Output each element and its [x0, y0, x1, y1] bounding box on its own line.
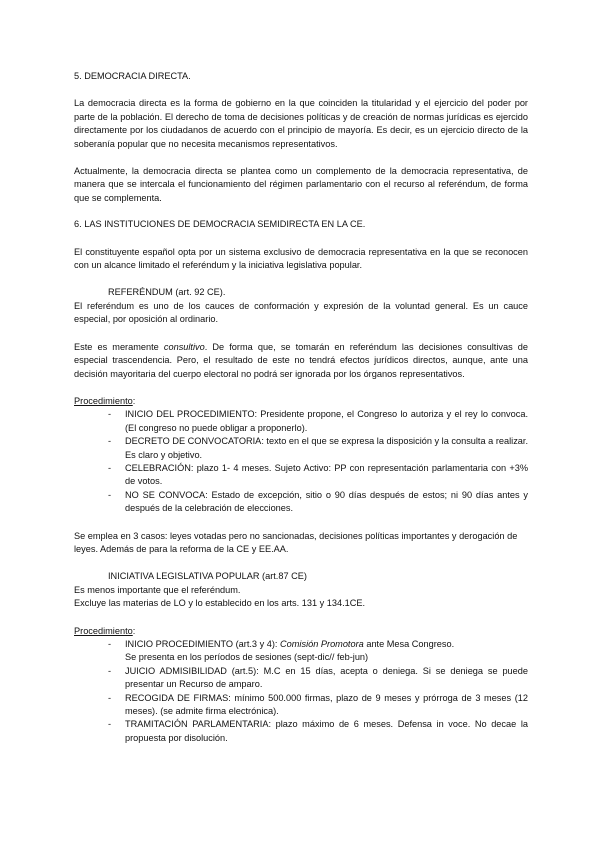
ilp-item-1-after: ante Mesa Congreso.: [363, 639, 455, 649]
referendum-procedure-word: Procedimiento: [74, 395, 133, 406]
consultivo-emphasis: consultivo: [163, 341, 205, 352]
ilp-item-1-line-2: Se presenta en los períodos de sesiones (sept-dic// feb-jun): [125, 652, 369, 663]
referendum-definition: El referéndum es uno de los cauces de conformación y expresión de la voluntad general. Es un cauce especial, por oposición al ordinario.: [74, 300, 528, 325]
referendum-text-after: . De forma que, se tomarán en referéndum las decisiones consultivas de especial trascendencia. Pero, el resultado de este no tendrá efectos jurídicos directos, aunque, ante una decisión mayoritaria del cuerpo electoral no podrá ser ignorada por los órganos representativos.: [74, 341, 528, 379]
list-item: - RECOGIDA DE FIRMAS: mínimo 500.000 firmas, plazo de 9 meses y prórroga de 3 meses (12 meses). (se admite firma electrónica).: [108, 692, 528, 719]
referendum-uses: Se emplea en 3 casos: leyes votadas pero no sancionadas, decisiones políticas importantes y derogación de leyes. Además de para la reforma de la CE y EE.AA.: [74, 530, 518, 554]
list-item: - NO SE CONVOCA: Estado de excepción, sitio o 90 días después de estos; ni 90 días antes y después de la celebración de elecciones.: [108, 489, 528, 516]
ilp-line-2: Excluye las materias de LO y lo establecido en los arts. 131 y 134.1CE.: [74, 598, 366, 609]
referendum-procedure-list: [74, 408, 528, 515]
ilp-item-1-before: INICIO PROCEDIMIENTO (art.3 y 4):: [125, 639, 281, 649]
list-item: - INICIO DEL PROCEDIMIENTO: Presidente propone, el Congreso lo autoriza y el rey lo convoca. (El congreso no puede obligar a proponerlo).: [108, 408, 528, 435]
section-5-paragraph-2: Actualmente, la democracia directa se plantea como un complemento de la democracia representativa, de manera que se intercala el funcionamiento del régimen parlamentario con el recurso al referéndum, de forma que se complementa.: [74, 166, 528, 203]
referendum-text-before: Este es meramente: [74, 341, 164, 352]
section-6-heading: 6. LAS INSTITUCIONES DE DEMOCRACIA SEMIDIRECTA EN LA CE.: [74, 219, 366, 230]
ilp-procedure-colon: :: [132, 625, 136, 636]
list-item: - DECRETO DE CONVOCATORIA: texto en el que se expresa la disposición y la consulta a realizar. Es claro y objetivo.: [108, 435, 528, 462]
section-6-intro: El constituyente español opta por un sistema exclusivo de democracia representativa en la que se reconocen con un alcance limitado el referéndum y la iniciativa legislativa popular.: [74, 246, 528, 271]
list-item: - CELEBRACIÓN: plazo 1- 4 meses. Sujeto Activo: PP con representación parlamentaria con +3% de votos.: [108, 462, 528, 489]
section-5-heading: 5. DEMOCRACIA DIRECTA.: [74, 71, 191, 81]
referendum-procedure-colon: :: [132, 395, 136, 406]
document-page: [74, 70, 528, 745]
list-item: - JUICIO ADMISIBILIDAD (art.5): M.C en 15 días, acepta o deniega. Si se deniega se puede presentar un Recurso de amparo.: [108, 665, 528, 692]
referendum-procedure-label: [74, 395, 528, 408]
list-item: - TRAMITACIÓN PARLAMENTARIA: plazo máximo de 6 meses. Defensa in voce. No decae la propuesta por disolución.: [108, 718, 528, 745]
referendum-title: REFERÉNDUM (art. 92 CE).: [108, 287, 226, 298]
ilp-procedure-word: Procedimiento: [74, 625, 133, 636]
section-5-paragraph-1: La democracia directa es la forma de gobierno en la que coinciden la titularidad y el ejercicio del poder por parte de la población. El derecho de toma de decisiones políticas y de creación de normas jurídicas es ejercido directamente por los ciudadanos de acuerdo con el principio de mayoría. Es decir, es un ejercicio directo de la soberanía popular que no necesita mecanismos representativos.: [74, 98, 528, 149]
ilp-title: INICIATIVA LEGISLATIVA POPULAR (art.87 CE): [108, 571, 307, 582]
ilp-procedure-list: [74, 638, 528, 745]
ilp-procedure-label: [74, 625, 528, 638]
ilp-line-1: Es menos importante que el referéndum.: [74, 584, 241, 595]
list-item: [108, 638, 528, 665]
referendum-consultivo-paragraph: [74, 341, 528, 381]
comision-promotora-emphasis: Comisión Promotora: [280, 639, 364, 649]
